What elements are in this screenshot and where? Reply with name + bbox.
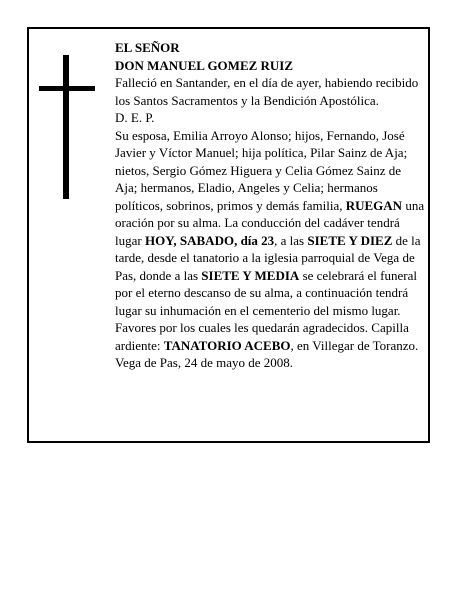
cross-horizontal-bar (39, 86, 95, 91)
at-text: , a las (274, 232, 308, 248)
family-members: Su esposa, Emilia Arroyo Alonso; hijos, Fernando, José Javier y Víctor Manuel; hija política, Pilar Sainz de Aja; nietos, Sergio Gómez Higuera y Celia Gómez Sainz de Aja; hermanos, Eladio, Angeles y Celia; hermanos políticos, sobrinos, primos y demás familia, (115, 127, 408, 213)
ruegan-label: RUEGAN (345, 197, 403, 213)
cross-vertical-bar (63, 55, 69, 199)
notice-title: EL SEÑOR (115, 40, 180, 55)
funeral-text: de la tarde, desde el tanatorio a la iglesia parroquial de Vega de Pas, donde a las (115, 232, 421, 283)
procession-day: HOY, SABADO, día 23 (144, 232, 275, 248)
rip-abbreviation: D. E. P. (115, 110, 155, 125)
notice-text (115, 39, 425, 372)
funeral-home-name: TANATORIO ACEBO (163, 337, 291, 353)
funeral-home-location: , en Villegar de Toranzo. (290, 337, 419, 353)
obituary-notice (27, 27, 430, 443)
notice-body (115, 127, 425, 355)
burial-text: se celebrará el funeral por el eterno descanso de su alma, a continuación tendrá lugar su inhumación en el cementerio del mismo lugar. Favores por los cuales les quedarán agradecidos. Capilla ardiente: (115, 267, 417, 353)
funeral-time: SIETE Y MEDIA (201, 267, 300, 283)
deceased-name: DON MANUEL GOMEZ RUIZ (115, 57, 294, 73)
procession-text: una oración por su alma. La conducción del cadáver tendrá lugar (115, 197, 425, 248)
latin-cross-icon (39, 55, 95, 199)
place-and-date: Vega de Pas, 24 de mayo de 2008. (115, 355, 293, 370)
death-announcement: Falleció en Santander, en el día de ayer, habiendo recibido los Santos Sacramentos y la Bendición Apostólica. (115, 75, 419, 108)
procession-time: SIETE Y DIEZ (307, 232, 393, 248)
